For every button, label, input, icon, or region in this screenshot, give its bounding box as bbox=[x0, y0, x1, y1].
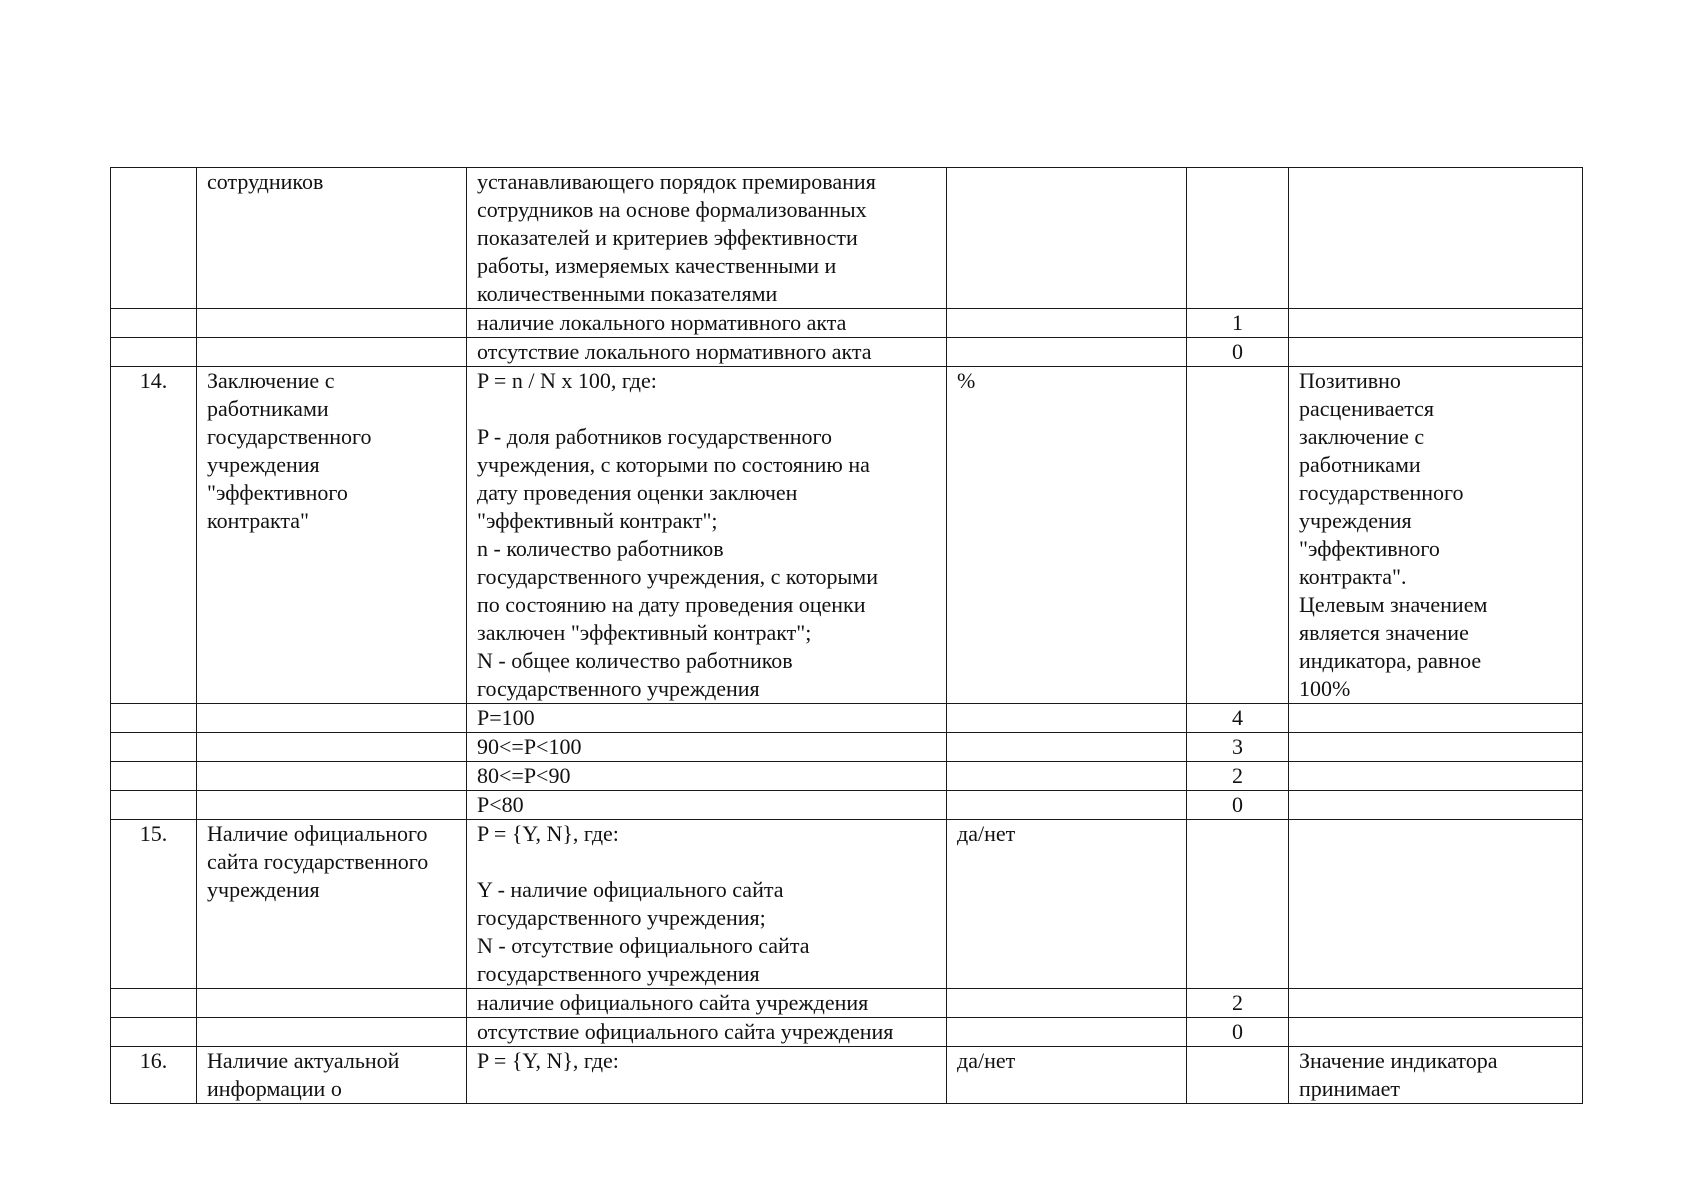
description-line: работы, измеряемых качественными и bbox=[477, 253, 837, 278]
description-line: заключен "эффективный контракт"; bbox=[477, 620, 812, 645]
description-line: государственного учреждения bbox=[477, 676, 760, 701]
indicator-name-cell bbox=[197, 168, 467, 309]
description-line: государственного учреждения, с которыми bbox=[477, 564, 878, 589]
row-number-cell bbox=[111, 1047, 197, 1104]
row-number-cell bbox=[111, 168, 197, 309]
criterion-cell bbox=[467, 791, 947, 820]
criterion-cell bbox=[467, 762, 947, 791]
description-line: учреждения, с которыми по состоянию на bbox=[477, 452, 870, 477]
table-row bbox=[111, 762, 1583, 791]
score-cell bbox=[1187, 168, 1289, 309]
description-line: Y - наличие официального сайта bbox=[477, 877, 784, 902]
indicator-name-cell bbox=[197, 820, 467, 989]
score-cell bbox=[1187, 1018, 1289, 1047]
indicator-name-cell bbox=[197, 1047, 467, 1104]
score-value: 2 bbox=[1232, 763, 1243, 788]
note-cell bbox=[1289, 1047, 1583, 1104]
score-cell bbox=[1187, 762, 1289, 791]
table-row bbox=[111, 820, 1583, 989]
score-value: 1 bbox=[1232, 310, 1243, 335]
criterion-text: отсутствие локального нормативного акта bbox=[477, 339, 872, 364]
criterion-text: наличие официального сайта учреждения bbox=[477, 990, 869, 1015]
note-line: "эффективного bbox=[1299, 536, 1440, 561]
criterion-cell bbox=[467, 733, 947, 762]
criterion-text: P=100 bbox=[477, 705, 535, 730]
indicator-name-line: государственного bbox=[207, 424, 372, 449]
indicator-name-line: контракта" bbox=[207, 508, 310, 533]
note-cell bbox=[1289, 367, 1583, 704]
table-row bbox=[111, 733, 1583, 762]
note-line: является значение bbox=[1299, 620, 1469, 645]
description-line: сотрудников на основе формализованных bbox=[477, 197, 867, 222]
note-line: принимает bbox=[1299, 1076, 1401, 1101]
criterion-text: 90<=P<100 bbox=[477, 734, 582, 759]
row-number: 16. bbox=[139, 1048, 168, 1073]
score-cell bbox=[1187, 791, 1289, 820]
indicator-name-line: "эффективного bbox=[207, 480, 348, 505]
table-row bbox=[111, 338, 1583, 367]
table-row bbox=[111, 704, 1583, 733]
indicators-table bbox=[110, 167, 1583, 1104]
note-line: работниками bbox=[1299, 452, 1421, 477]
note-line: учреждения bbox=[1299, 508, 1412, 533]
row-number-cell bbox=[111, 820, 197, 989]
indicator-name-line: Наличие официального bbox=[207, 821, 428, 846]
note-line: индикатора, равное bbox=[1299, 648, 1482, 673]
description-line: государственного учреждения bbox=[477, 961, 760, 986]
criterion-text: 80<=P<90 bbox=[477, 763, 571, 788]
criterion-text: отсутствие официального сайта учреждения bbox=[477, 1019, 894, 1044]
description-line: n - количество работников bbox=[477, 536, 724, 561]
unit-value: да/нет bbox=[957, 1048, 1016, 1073]
score-value: 2 bbox=[1232, 990, 1243, 1015]
indicator-name-line: работниками bbox=[207, 396, 329, 421]
table-row bbox=[111, 989, 1583, 1018]
table-row bbox=[111, 367, 1583, 704]
description-line: по состоянию на дату проведения оценки bbox=[477, 592, 866, 617]
indicator-name-line: учреждения bbox=[207, 877, 320, 902]
score-cell bbox=[1187, 1047, 1289, 1104]
score-cell bbox=[1187, 989, 1289, 1018]
table-row bbox=[111, 1047, 1583, 1104]
note-cell bbox=[1289, 820, 1583, 989]
criterion-cell bbox=[467, 704, 947, 733]
score-cell bbox=[1187, 338, 1289, 367]
indicator-name-line: сайта государственного bbox=[207, 849, 429, 874]
note-line: Позитивно bbox=[1299, 368, 1401, 393]
score-value: 3 bbox=[1232, 734, 1243, 759]
indicator-description-cell bbox=[467, 367, 947, 704]
unit-cell bbox=[947, 820, 1187, 989]
table-row bbox=[111, 791, 1583, 820]
description-line: "эффективный контракт"; bbox=[477, 508, 718, 533]
note-line: государственного bbox=[1299, 480, 1464, 505]
score-value: 0 bbox=[1232, 1019, 1243, 1044]
description-line: дату проведения оценки заключен bbox=[477, 480, 798, 505]
unit-value: % bbox=[957, 368, 976, 393]
indicator-description-cell bbox=[467, 820, 947, 989]
score-value: 0 bbox=[1232, 792, 1243, 817]
row-number: 14. bbox=[139, 368, 168, 393]
unit-cell bbox=[947, 168, 1187, 309]
description-line: государственного учреждения; bbox=[477, 905, 766, 930]
row-number: 15. bbox=[139, 821, 168, 846]
unit-cell bbox=[947, 367, 1187, 704]
formula: P = {Y, N}, где: bbox=[477, 1048, 619, 1073]
note-line: контракта". bbox=[1299, 564, 1407, 589]
description-line: устанавливающего порядок премирования bbox=[477, 169, 876, 194]
unit-cell bbox=[947, 1047, 1187, 1104]
score-value: 4 bbox=[1232, 705, 1243, 730]
row-number-cell bbox=[111, 367, 197, 704]
note-line: Целевым значением bbox=[1299, 592, 1488, 617]
score-cell bbox=[1187, 704, 1289, 733]
note-line: 100% bbox=[1299, 676, 1351, 701]
note-line: заключение с bbox=[1299, 424, 1425, 449]
criterion-cell bbox=[467, 1018, 947, 1047]
indicator-name-line: Наличие актуальной bbox=[207, 1048, 400, 1073]
unit-value: да/нет bbox=[957, 821, 1016, 846]
criterion-cell bbox=[467, 989, 947, 1018]
description-line: количественными показателями bbox=[477, 281, 778, 306]
formula: P = n / N x 100, где: bbox=[477, 368, 657, 393]
score-cell bbox=[1187, 367, 1289, 704]
note-line: Значение индикатора bbox=[1299, 1048, 1498, 1073]
criterion-cell bbox=[467, 309, 947, 338]
formula: P = {Y, N}, где: bbox=[477, 821, 619, 846]
score-cell bbox=[1187, 733, 1289, 762]
spacer bbox=[477, 848, 936, 876]
indicator-description-cell bbox=[467, 168, 947, 309]
score-cell bbox=[1187, 309, 1289, 338]
note-line: расценивается bbox=[1299, 396, 1435, 421]
description-line: показателей и критериев эффективности bbox=[477, 225, 858, 250]
indicator-name-line: информации о bbox=[207, 1076, 342, 1101]
description-line: N - отсутствие официального сайта bbox=[477, 933, 810, 958]
note-cell bbox=[1289, 168, 1583, 309]
indicator-description-cell bbox=[467, 1047, 947, 1104]
score-value: 0 bbox=[1232, 339, 1243, 364]
table-row bbox=[111, 1018, 1583, 1047]
indicator-name: сотрудников bbox=[207, 169, 324, 194]
description-line: N - общее количество работников bbox=[477, 648, 793, 673]
table-row bbox=[111, 309, 1583, 338]
criterion-cell bbox=[467, 338, 947, 367]
score-cell bbox=[1187, 820, 1289, 989]
description-line: P - доля работников государственного bbox=[477, 424, 833, 449]
indicator-name-line: учреждения bbox=[207, 452, 320, 477]
indicator-name-line: Заключение с bbox=[207, 368, 335, 393]
criterion-text: P<80 bbox=[477, 792, 524, 817]
criterion-text: наличие локального нормативного акта bbox=[477, 310, 847, 335]
spacer bbox=[477, 395, 936, 423]
table-row bbox=[111, 168, 1583, 309]
indicator-name-cell bbox=[197, 367, 467, 704]
